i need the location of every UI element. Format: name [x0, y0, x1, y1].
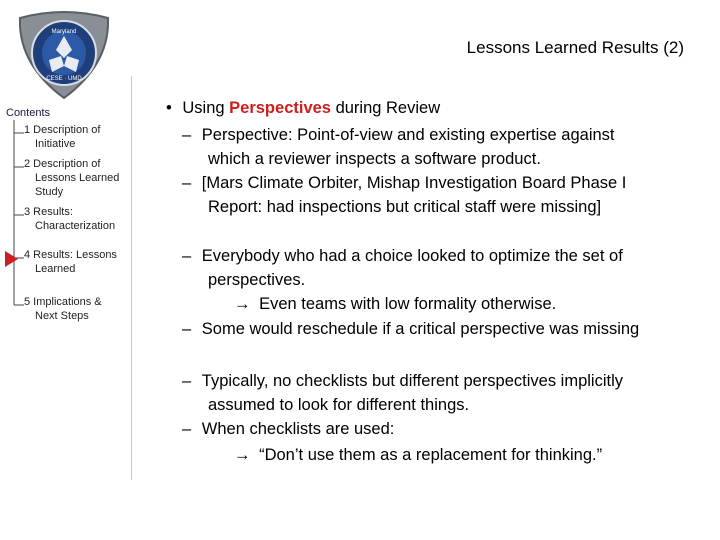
sidebar-item-label: Initiative: [35, 138, 76, 150]
dash-marker: –: [182, 372, 192, 390]
sub-bullet-reschedule: [182, 317, 639, 341]
main-bullet-pre: Using: [182, 99, 230, 117]
sidebar-item-label: Characterization: [35, 220, 116, 232]
sidebar-item-results-lessons-learned[interactable]: [24, 248, 132, 276]
sub-bullet-text-cont: assumed to look for different things.: [208, 396, 470, 414]
dash-marker: –: [182, 420, 192, 438]
sidebar-item-label: Learned: [35, 263, 76, 275]
sub-bullet-text: Typically, no checklists but different perspectives implicitly: [201, 372, 624, 390]
dash-marker: –: [182, 247, 192, 265]
sub-bullet-text: Perspective: Point-of-view and existing expertise against: [201, 126, 615, 144]
sidebar-item-results-characterization[interactable]: [24, 205, 132, 233]
arrow-item-text: “Don’t use them as a replacement for thinking.”: [259, 446, 603, 464]
sub-bullet-text: Everybody who had a choice looked to optimize the set of: [201, 247, 623, 265]
sidebar-item-label: 5 Implications &: [24, 296, 102, 308]
arrow-item-text: Even teams with low formality otherwise.: [259, 295, 557, 313]
dash-marker: –: [182, 320, 192, 338]
sub-bullet-checklists: [182, 417, 394, 441]
sidebar-item-description-of-study[interactable]: [24, 157, 132, 199]
sub-bullet-typically: [182, 369, 623, 393]
sub-bullet-text-cont: Report: had inspections but critical staff were missing]: [208, 198, 602, 216]
sidebar-item-label: 2 Description of: [24, 158, 101, 170]
sub-bullet-text-cont: perspectives.: [208, 271, 306, 289]
sidebar-item-label: Next Steps: [35, 310, 89, 322]
arrow-icon: →: [234, 295, 251, 313]
main-bullet-post: during Review: [330, 99, 441, 117]
sidebar-item-implications-next-steps[interactable]: [24, 295, 132, 323]
contents-heading: Contents: [6, 107, 51, 119]
dash-marker: –: [182, 126, 192, 144]
arrow-icon: →: [234, 446, 251, 464]
arrow-item-quote: [234, 443, 602, 467]
sub-bullet-mars: [182, 171, 626, 195]
sidebar-item-description-of-initiative[interactable]: [24, 123, 132, 151]
active-item-arrow-icon: [5, 251, 18, 267]
sidebar-item-label: 4 Results: Lessons: [24, 249, 117, 261]
main-bullet: [166, 96, 440, 120]
sub-bullet-text: [Mars Climate Orbiter, Mishap Investigation Board Phase I: [201, 174, 627, 192]
sidebar-item-label: 1 Description of: [24, 124, 101, 136]
sub-bullet-text: When checklists are used:: [201, 420, 395, 438]
dash-marker: –: [182, 174, 192, 192]
sub-bullet-text: Some would reschedule if a critical perspective was missing: [201, 320, 640, 338]
bullet-marker: •: [166, 99, 172, 117]
sidebar-item-label: Study: [35, 186, 64, 198]
page-title: Lessons Learned Results (2): [466, 38, 684, 57]
sub-bullet-everybody: [182, 244, 623, 268]
sidebar-item-label: Lessons Learned: [35, 172, 120, 184]
sub-bullet-perspective: [182, 123, 615, 147]
main-bullet-highlight: Perspectives: [229, 99, 331, 117]
sub-bullet-text-cont: which a reviewer inspects a software product.: [208, 150, 541, 168]
sidebar-item-label: 3 Results:: [24, 206, 73, 218]
logo-text-mid: Maryland: [51, 29, 77, 35]
logo-text-bottom: CESE · UMD: [46, 76, 82, 82]
arrow-item-teams: [234, 292, 556, 316]
